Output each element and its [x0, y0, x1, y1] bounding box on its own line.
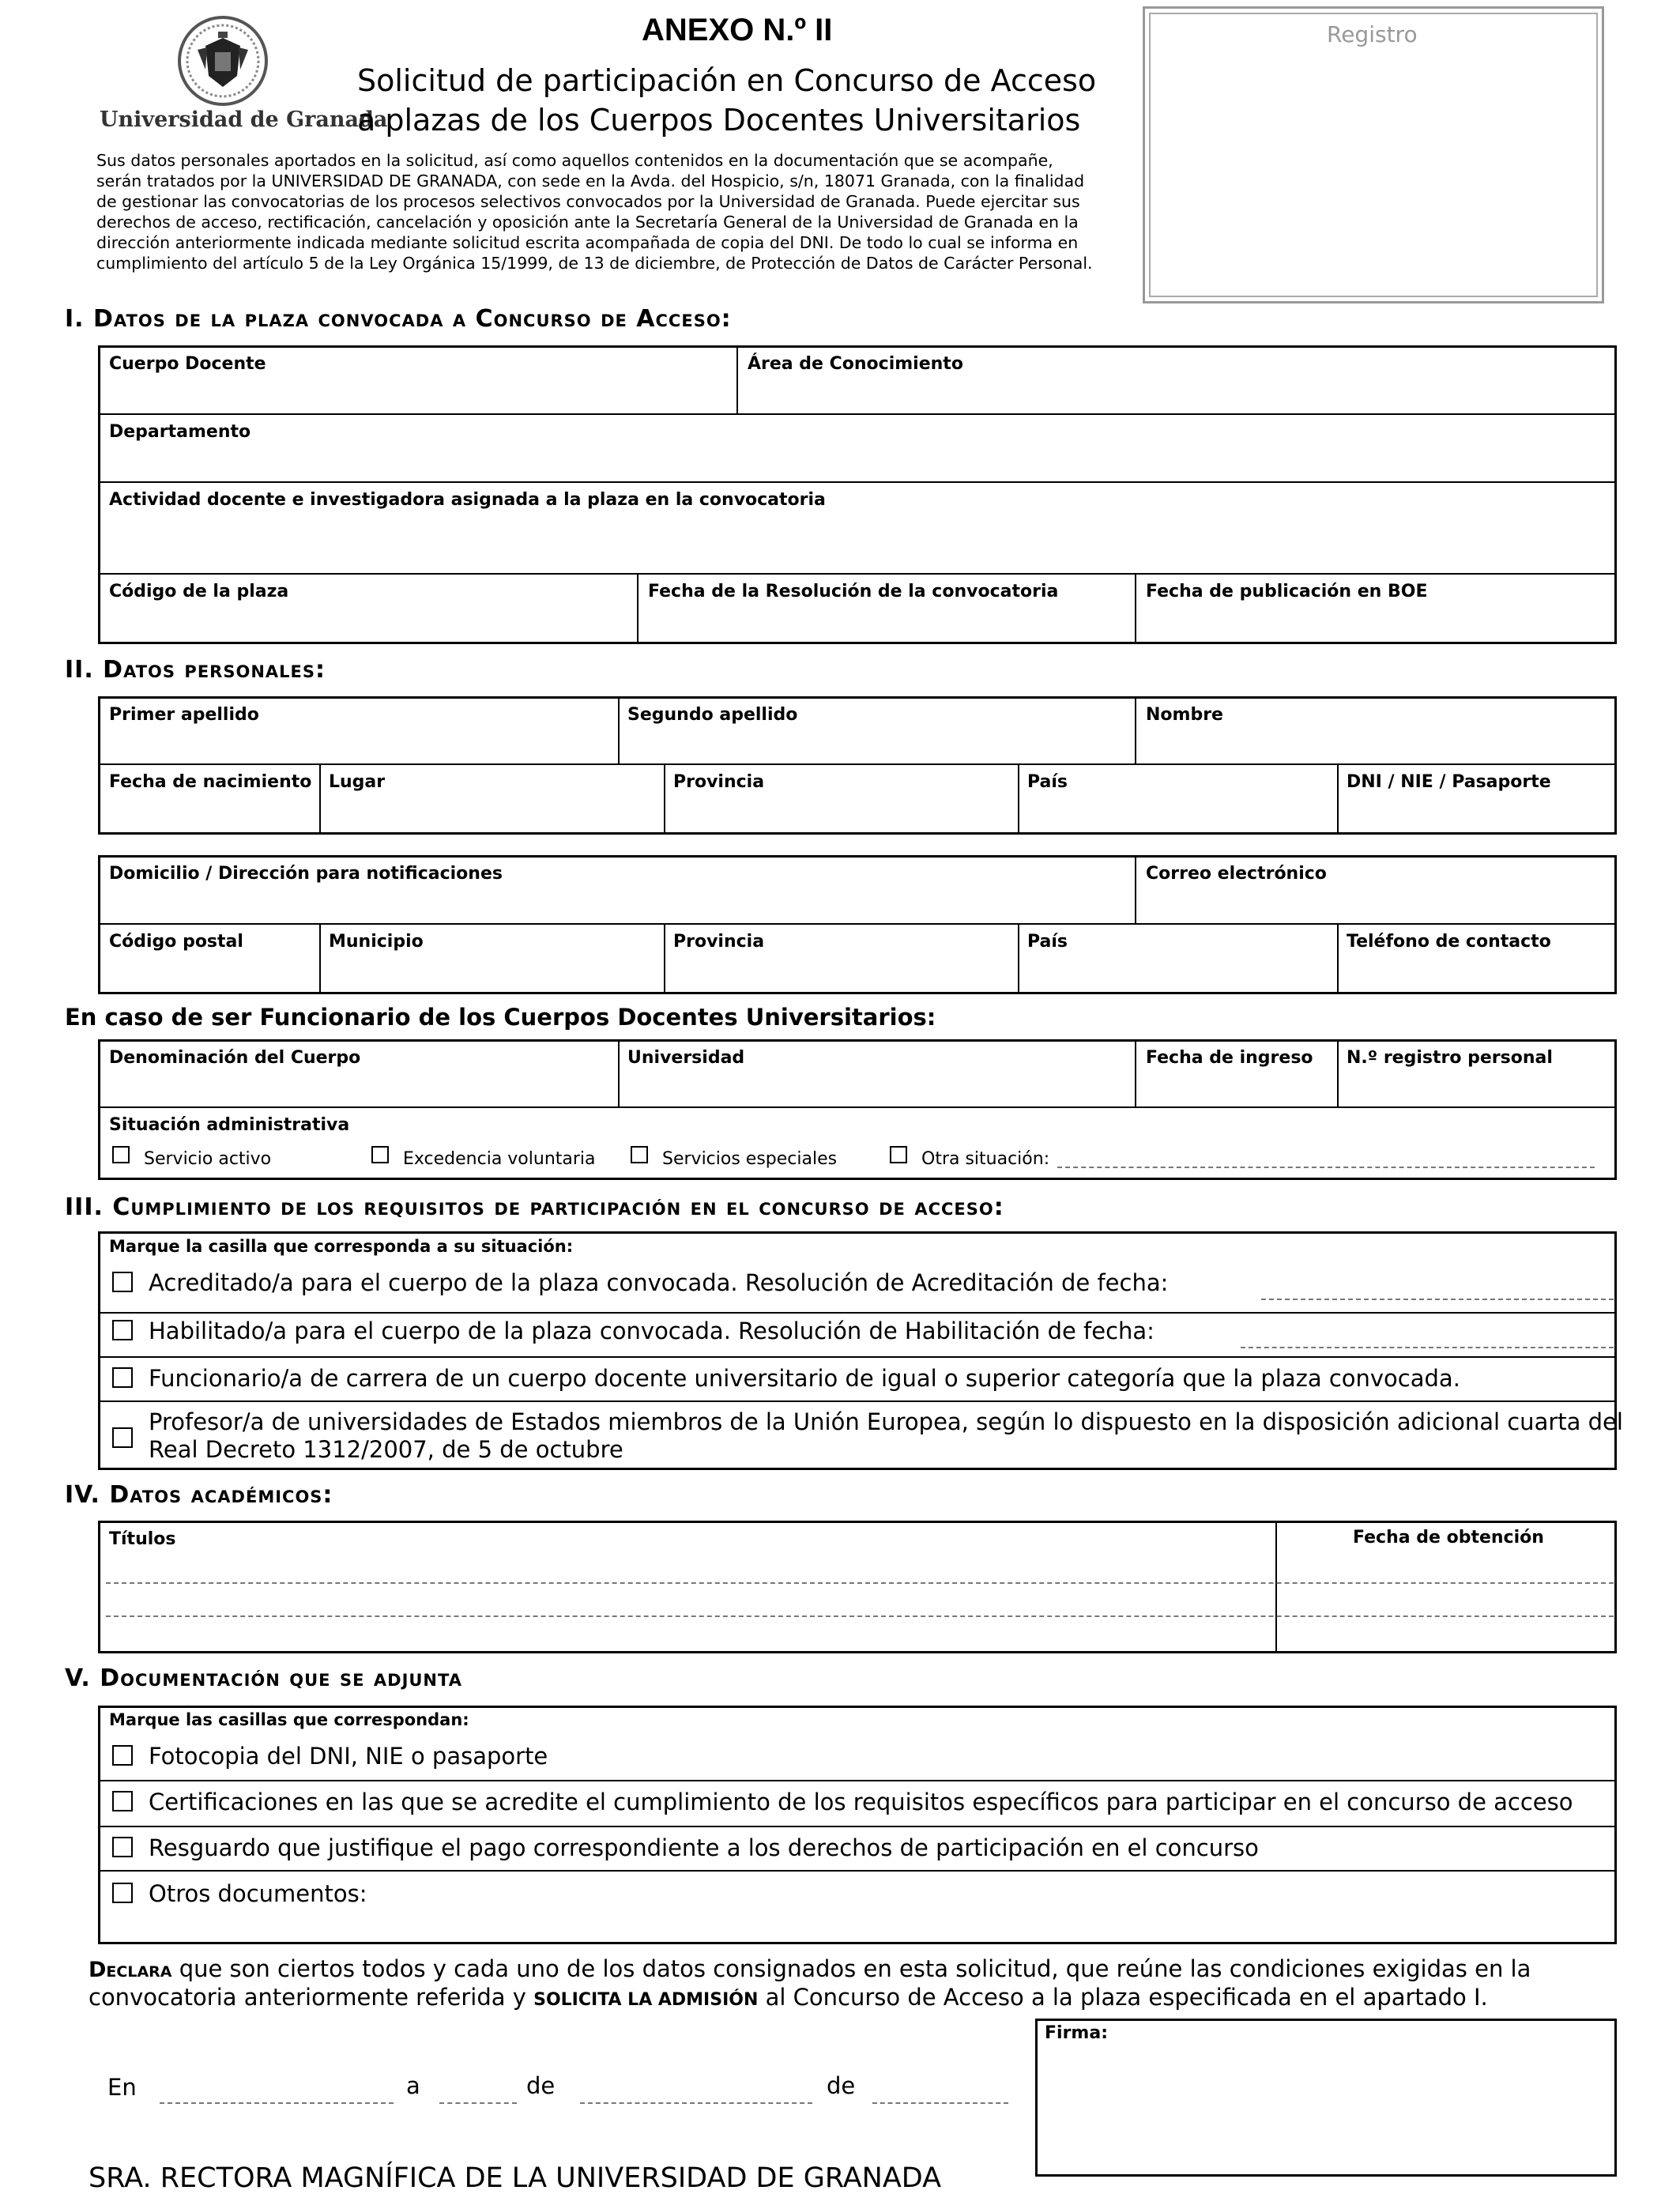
departamento-field[interactable]: Departamento — [109, 422, 251, 442]
checkbox-profesor-ue[interactable] — [112, 1427, 133, 1448]
checkbox-acreditado[interactable] — [112, 1272, 133, 1292]
fecha-ingreso-field[interactable]: Fecha de ingreso — [1146, 1048, 1313, 1068]
firma-label: Firma: — [1045, 2023, 1108, 2043]
fecha-obtencion-label: Fecha de obtención — [1353, 1528, 1544, 1547]
privacy-line: de gestionar las convocatorias de los procesos selectivos convocados por la Universidad de Granada. Puede ejercitar sus — [96, 192, 1080, 211]
option-servicio-activo: Servicio activo — [144, 1149, 272, 1169]
option-excedencia: Excedencia voluntaria — [403, 1149, 596, 1169]
form-subtitle-line1: Solicitud de participación en Concurso de Acceso — [357, 63, 1097, 98]
cuerpo-docente-field[interactable]: Cuerpo Docente — [109, 354, 266, 374]
annex-title: ANEXO N.º II — [642, 13, 833, 47]
primer-apellido-field[interactable]: Primer apellido — [109, 705, 259, 725]
privacy-line: Sus datos personales aportados en la solicitud, así como aquellos contenidos en la documentación que se acompañe, — [96, 151, 1053, 170]
privacy-line: serán tratados por la UNIVERSIDAD DE GRANADA, con sede en la Avda. del Hospicio, s/n, 18071 Granada, con la finalidad — [96, 172, 1085, 190]
registro-label: Registro — [1327, 21, 1418, 47]
lugar-field[interactable]: Lugar — [329, 772, 386, 792]
fecha-nacimiento-field[interactable]: Fecha de nacimiento — [109, 772, 312, 792]
pais-field[interactable]: País — [1027, 772, 1068, 792]
section-title-academicos: IV. Datos académicos: — [65, 1481, 333, 1509]
privacy-line: derechos de acceso, rectificación, cancelación y oposición ante la Secretaría General de la Universidad de Granada en la — [96, 213, 1079, 232]
codigo-postal-field[interactable]: Código postal — [109, 932, 243, 952]
titulos-label: Títulos — [109, 1529, 176, 1549]
declaration-line1: Declara que son ciertos todos y cada uno de los datos consignados en esta solicitud, que reúne las condiciones exigidas en la — [89, 1955, 1531, 1982]
otra-situacion-line[interactable] — [1057, 1167, 1595, 1168]
checkbox-resguardo[interactable] — [112, 1837, 133, 1857]
addressee: SRA. RECTORA MAGNÍFICA DE LA UNIVERSIDAD DE GRANADA — [89, 2162, 942, 2194]
privacy-line: dirección anteriormente indicada mediante solicitud escrita acompañada de copia del DNI. De todo lo cual se informa en — [96, 233, 1079, 252]
codigo-plaza-field[interactable]: Código de la plaza — [109, 582, 289, 601]
day-line[interactable] — [439, 2102, 517, 2104]
checkbox-funcionario-carrera[interactable] — [112, 1367, 133, 1388]
requisito-funcionario: Funcionario/a de carrera de un cuerpo docente universitario de igual o superior categoría que la plaza convocada. — [149, 1365, 1460, 1392]
checkbox-otros[interactable] — [112, 1883, 133, 1903]
correo-field[interactable]: Correo electrónico — [1146, 864, 1327, 884]
place-line[interactable] — [160, 2102, 394, 2104]
doc-dni: Fotocopia del DNI, NIE o pasaporte — [149, 1743, 548, 1770]
section-title-datos-personales: II. Datos personales: — [65, 656, 326, 684]
fecha-boe-field[interactable]: Fecha de publicación en BOE — [1146, 582, 1428, 601]
documentacion-instruction: Marque las casillas que correspondan: — [109, 1710, 469, 1729]
year-de: de — [827, 2072, 856, 2099]
municipio-field[interactable]: Municipio — [329, 932, 424, 952]
requisito-profesor-ue-line1: Profesor/a de universidades de Estados miembros de la Unión Europea, según lo dispuesto en la disposición adicional cuarta del — [149, 1408, 1623, 1435]
titulo-line-1[interactable] — [106, 1582, 1614, 1584]
section-title-documentacion: V. Documentación que se adjunta — [65, 1664, 462, 1692]
requisito-habilitado: Habilitado/a para el cuerpo de la plaza convocada. Resolución de Habilitación de fecha: — [149, 1318, 1155, 1344]
doc-certificaciones: Certificaciones en las que se acredite el cumplimiento de los requisitos específicos para participar en el concurso de acceso — [149, 1789, 1573, 1815]
checkbox-servicios-especiales[interactable] — [631, 1146, 648, 1163]
situacion-label: Situación administrativa — [109, 1115, 350, 1135]
university-name: Universidad de Granada — [100, 107, 388, 132]
university-logo — [174, 14, 272, 107]
requisitos-instruction: Marque la casilla que corresponda a su situación: — [109, 1237, 574, 1256]
month-de: de — [526, 2072, 556, 2099]
checkbox-dni[interactable] — [112, 1745, 133, 1766]
doc-resguardo: Resguardo que justifique el pago correspondiente a los derechos de participación en el concurso — [149, 1834, 1259, 1861]
checkbox-otra-situacion[interactable] — [890, 1146, 907, 1163]
universidad-field[interactable]: Universidad — [627, 1048, 745, 1068]
checkbox-habilitado[interactable] — [112, 1320, 133, 1340]
area-conocimiento-field[interactable]: Área de Conocimiento — [748, 354, 963, 374]
registro-personal-field[interactable]: N.º registro personal — [1347, 1048, 1553, 1068]
place-en: En — [107, 2074, 137, 2101]
checkbox-excedencia[interactable] — [371, 1146, 389, 1163]
day-a: a — [406, 2072, 420, 2099]
month-line[interactable] — [580, 2102, 812, 2104]
doc-otros: Otros documentos: — [149, 1880, 367, 1907]
privacy-line: cumplimiento del artículo 5 de la Ley Orgánica 15/1999, de 13 de diciembre, de Protección de Datos de Carácter Personal. — [96, 254, 1093, 273]
form-subtitle-line2: a plazas de los Cuerpos Docentes Universitarios — [357, 103, 1081, 138]
telefono-field[interactable]: Teléfono de contacto — [1347, 932, 1551, 952]
provincia-field[interactable]: Provincia — [673, 772, 765, 792]
registro-box — [1143, 6, 1604, 303]
option-otra-situacion: Otra situación: — [921, 1149, 1050, 1169]
solicita-admision: SOLICITA LA ADMISIÓN — [533, 1990, 759, 2010]
checkbox-certificaciones[interactable] — [112, 1791, 133, 1811]
provincia2-field[interactable]: Provincia — [673, 932, 765, 952]
funcionario-heading: En caso de ser Funcionario de los Cuerpos Docentes Universitarios: — [65, 1004, 936, 1031]
dni-field[interactable]: DNI / NIE / Pasaporte — [1347, 772, 1551, 792]
declaration-line2: convocatoria anteriormente referida y SOLICITA LA ADMISIÓN al Concurso de Acceso a la plaza especificada en el apartado I. — [89, 1984, 1488, 2011]
firma-box[interactable] — [1035, 2019, 1617, 2177]
domicilio-field[interactable]: Domicilio / Dirección para notificaciones — [109, 864, 503, 884]
requisito-profesor-ue-line2: Real Decreto 1312/2007, de 5 de octubre — [149, 1436, 623, 1463]
coat-of-arms-icon — [174, 14, 272, 107]
nombre-field[interactable]: Nombre — [1146, 705, 1223, 725]
denominacion-field[interactable]: Denominación del Cuerpo — [109, 1048, 361, 1068]
titulo-line-2[interactable] — [106, 1615, 1614, 1617]
personal-table-1 — [98, 696, 1617, 835]
fecha-resolucion-field[interactable]: Fecha de la Resolución de la convocatoria — [648, 582, 1059, 601]
documentacion-table — [98, 1706, 1617, 1944]
acreditacion-fecha-line[interactable] — [1261, 1299, 1614, 1300]
year-line[interactable] — [872, 2102, 1008, 2104]
pais2-field[interactable]: País — [1027, 932, 1068, 952]
actividad-field[interactable]: Actividad docente e investigadora asignada a la plaza en la convocatoria — [109, 490, 826, 510]
option-servicios-especiales: Servicios especiales — [662, 1149, 838, 1169]
privacy-notice — [96, 150, 1124, 273]
segundo-apellido-field[interactable]: Segundo apellido — [627, 705, 798, 725]
section-title-requisitos: III. Cumplimiento de los requisitos de participación en el concurso de acceso: — [65, 1193, 1004, 1221]
habilitacion-fecha-line[interactable] — [1241, 1347, 1614, 1348]
checkbox-servicio-activo[interactable] — [112, 1146, 130, 1163]
requisito-acreditado: Acreditado/a para el cuerpo de la plaza convocada. Resolución de Acreditación de fecha: — [149, 1269, 1169, 1296]
section-title-datos-plaza: I. Datos de la plaza convocada a Concurso de Acceso: — [65, 305, 732, 333]
declara-word: Declara — [89, 1958, 172, 1982]
